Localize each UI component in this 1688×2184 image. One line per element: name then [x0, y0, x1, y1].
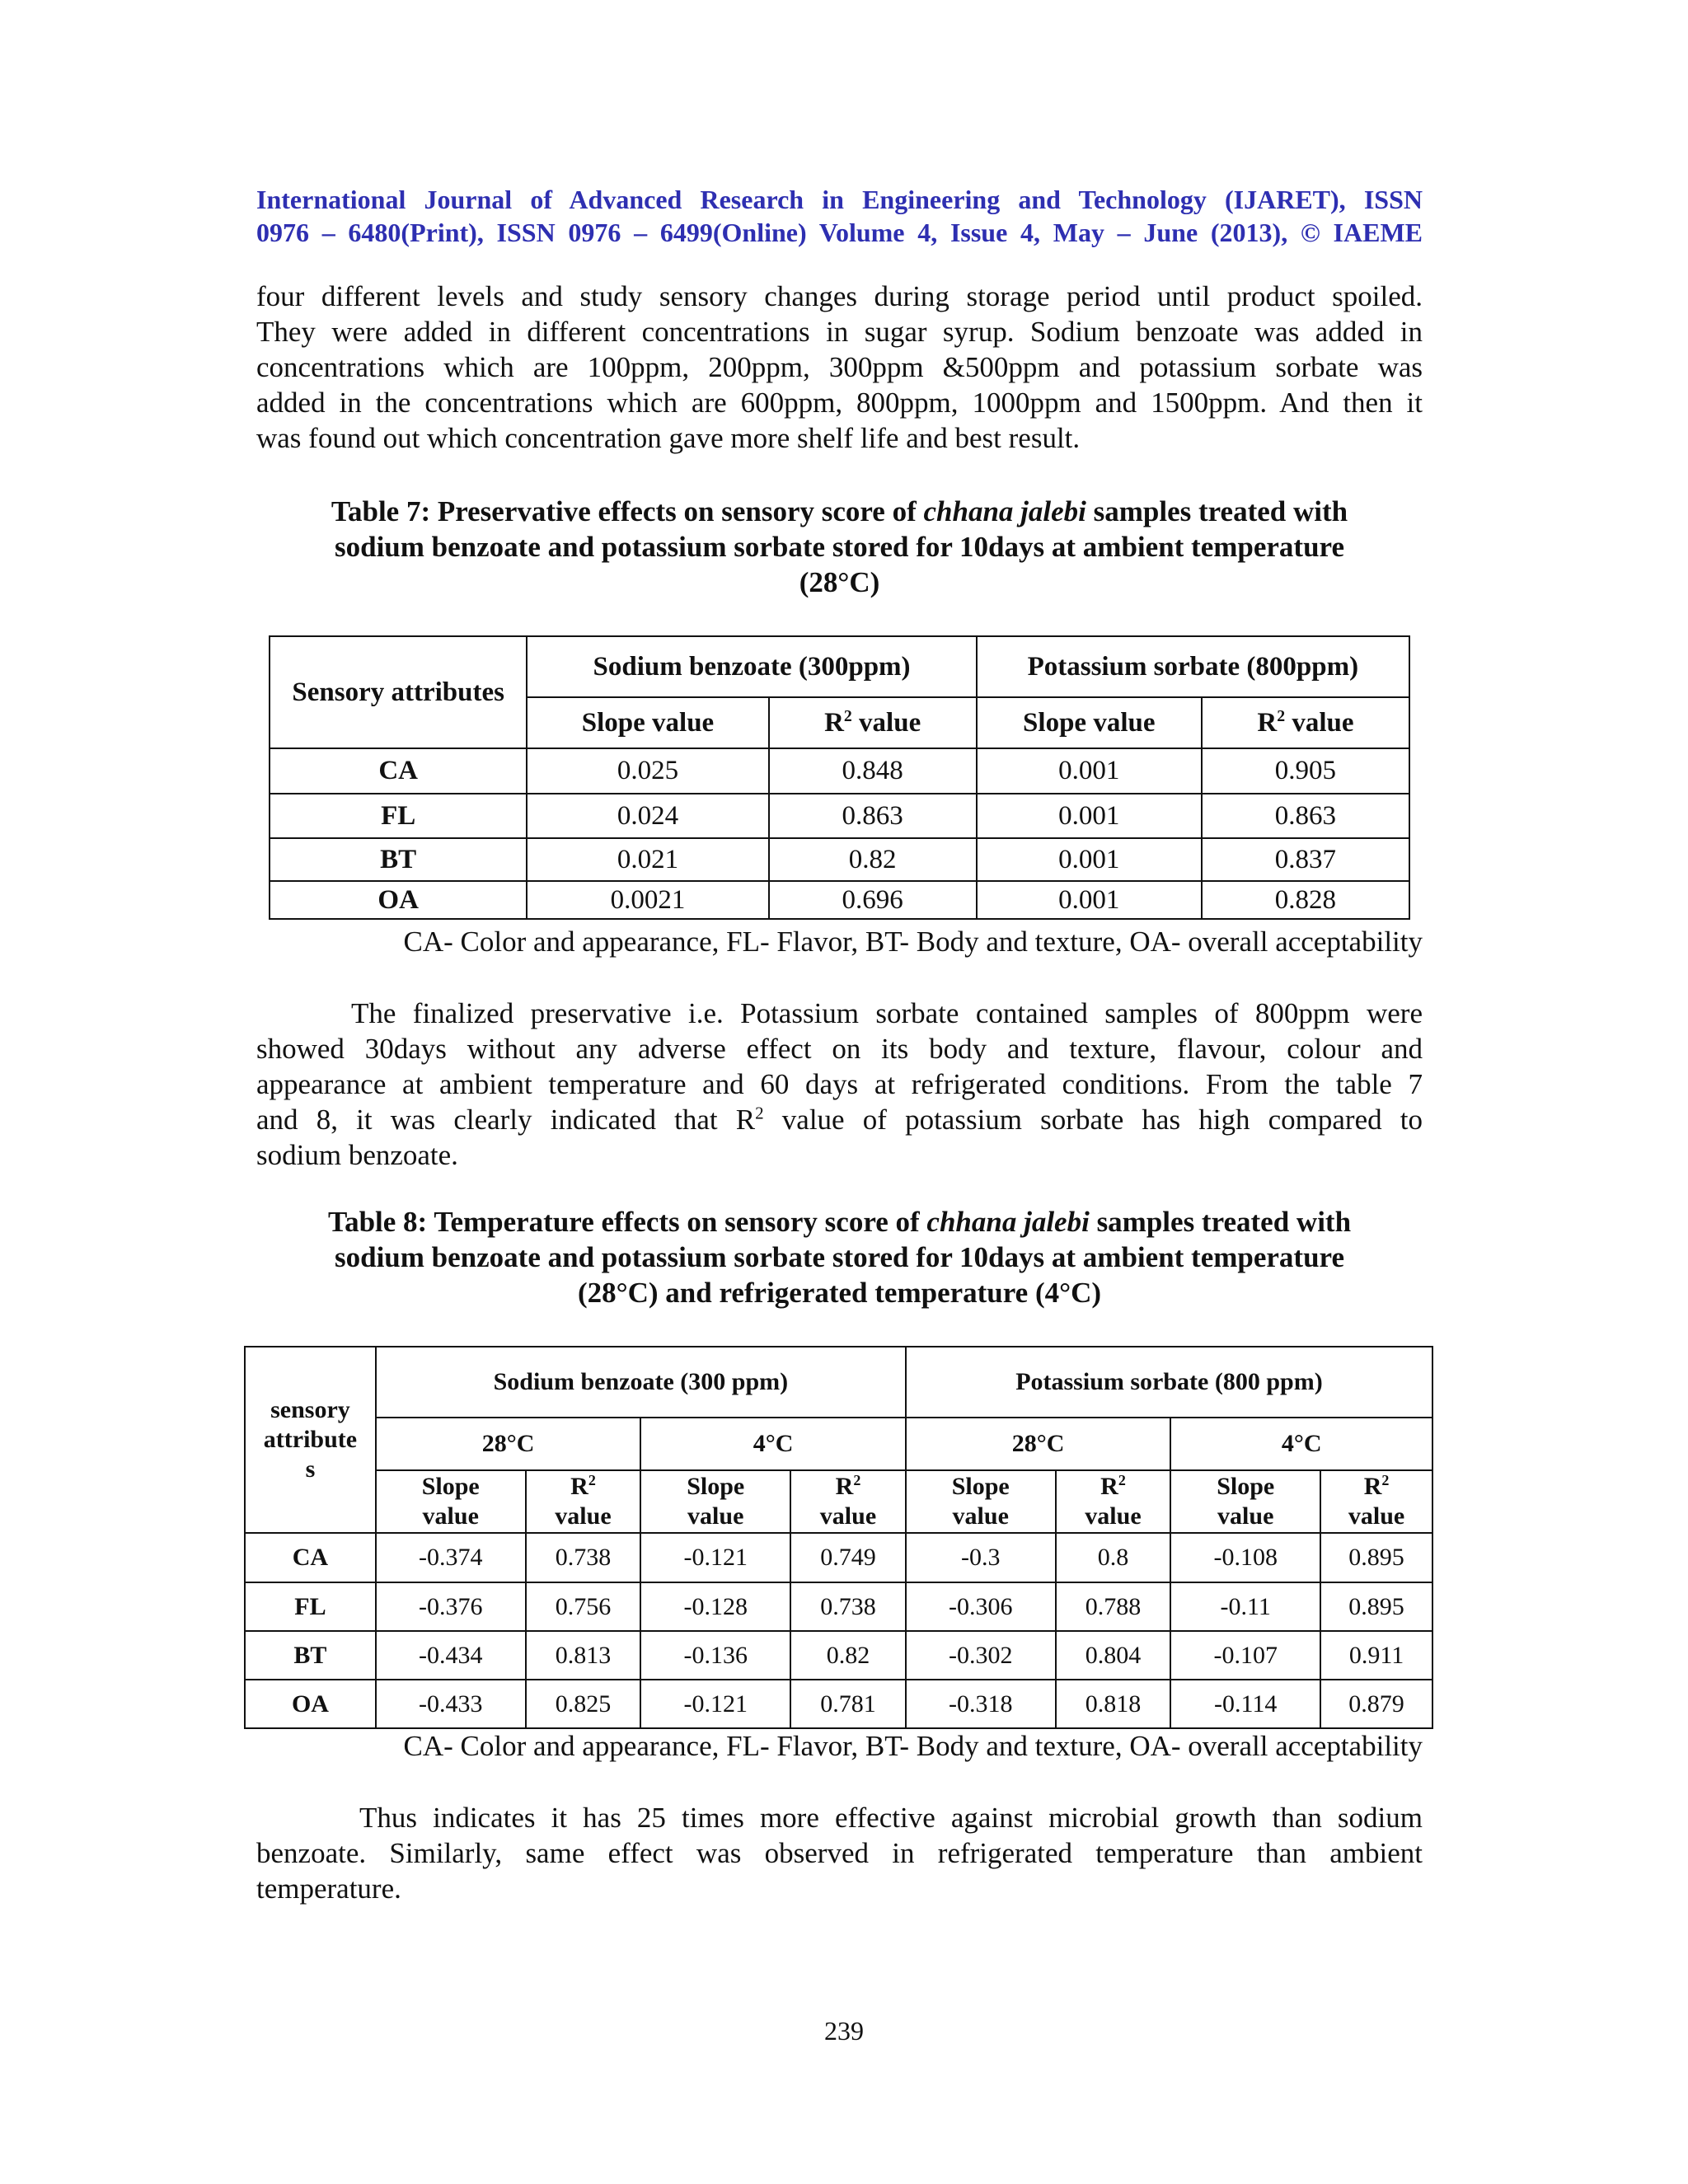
table-cell: 0.001 — [977, 881, 1202, 919]
paragraph-3-line: temperature. — [256, 1872, 401, 1905]
table-cell: 0.001 — [977, 838, 1202, 881]
table-cell: 0.818 — [1056, 1680, 1171, 1728]
table-8-group-sodium-benzoate: Sodium benzoate (300 ppm) — [376, 1347, 906, 1418]
table-cell: 0.813 — [526, 1631, 641, 1680]
table-cell: 0.024 — [527, 794, 768, 838]
journal-header-line-2: 0976 – 6480(Print), ISSN 0976 – 6499(Online) Volume 4, Issue 4, May – June (2013), © IAEME — [256, 218, 1423, 247]
table-7-col-r2: $R^2$ value — [769, 697, 977, 748]
table-8-col-r2: $R^2$ value — [1320, 1470, 1432, 1533]
table-cell: 0.781 — [790, 1680, 906, 1728]
table-cell: 0.879 — [1320, 1680, 1432, 1728]
table-cell: 0.895 — [1320, 1582, 1432, 1631]
table-cell: -0.107 — [1170, 1631, 1320, 1680]
row-label: BT — [270, 838, 527, 881]
table-cell: -0.318 — [906, 1680, 1056, 1728]
table-row — [270, 881, 1409, 919]
paragraph-2-line: showed 30days without any adverse effect on its body and texture, flavour, colour and — [256, 1033, 1423, 1065]
page-number: 239 — [824, 2016, 864, 2046]
table-cell: 0.756 — [526, 1582, 641, 1631]
table-row — [245, 1582, 1432, 1631]
table-cell: 0.825 — [526, 1680, 641, 1728]
paragraph-1-line: four different levels and study sensory changes during storage period until product spoiled. — [256, 280, 1423, 312]
table-7-footnote: CA- Color and appearance, FL- Flavor, BT- Body and texture, OA- overall acceptability — [403, 926, 1423, 958]
table-8-temp-4: 4°C — [1170, 1418, 1432, 1470]
table-8-col-slope: Slope value — [376, 1470, 526, 1533]
table-8-footnote: CA- Color and appearance, FL- Flavor, BT- Body and texture, OA- overall acceptability — [403, 1730, 1423, 1762]
table-cell: -0.128 — [640, 1582, 790, 1631]
table-8-col-r2: $R^2$ value — [526, 1470, 641, 1533]
table-cell: 0.82 — [769, 838, 977, 881]
table-8-caption: Table 8: Temperature effects on sensory score of chhana jalebi samples treated with sodium benzoate and potassium sorbate stored for 10days at ambient temperature (28°C) and refrigerated temperature (4°C) — [327, 1206, 1352, 1309]
paragraph-2-line: appearance at ambient temperature and 60 days at refrigerated conditions. From the table 7 — [256, 1068, 1423, 1100]
table-8-col-slope: Slope value — [906, 1470, 1056, 1533]
table-8-temp-28: 28°C — [906, 1418, 1171, 1470]
table-row — [270, 794, 1409, 838]
paragraph-1 — [256, 279, 1423, 456]
table-cell: 0.828 — [1202, 881, 1409, 919]
table-8-group-potassium-sorbate: Potassium sorbate (800 ppm) — [906, 1347, 1432, 1418]
table-cell: -0.374 — [376, 1533, 526, 1582]
table-8 — [244, 1346, 1433, 1729]
row-label: CA — [245, 1533, 376, 1582]
table-cell: -0.302 — [906, 1631, 1056, 1680]
table-cell: 0.0021 — [527, 881, 768, 919]
table-cell: 0.82 — [790, 1631, 906, 1680]
table-cell: 0.895 — [1320, 1533, 1432, 1582]
table-cell: 0.001 — [977, 794, 1202, 838]
row-label: OA — [270, 881, 527, 919]
table-cell: 0.738 — [526, 1533, 641, 1582]
row-label: CA — [270, 748, 527, 794]
table-8-col-r2: $R^2$ value — [790, 1470, 906, 1533]
table-cell: 0.021 — [527, 838, 768, 881]
table-cell: -0.121 — [640, 1533, 790, 1582]
table-7-col-slope: Slope value — [527, 697, 768, 748]
table-cell: -0.11 — [1170, 1582, 1320, 1631]
row-label: FL — [270, 794, 527, 838]
table-7 — [269, 635, 1410, 920]
table-cell: 0.804 — [1056, 1631, 1171, 1680]
paragraph-1-line: was found out which concentration gave more shelf life and best result. — [256, 422, 1081, 454]
table-row — [245, 1533, 1432, 1582]
table-row — [270, 748, 1409, 794]
table-cell: 0.696 — [769, 881, 977, 919]
journal-header — [256, 183, 1423, 249]
table-cell: -0.376 — [376, 1582, 526, 1631]
table-cell: 0.911 — [1320, 1631, 1432, 1680]
table-7-group-sodium-benzoate: Sodium benzoate (300ppm) — [527, 636, 976, 697]
table-row — [245, 1631, 1432, 1680]
table-cell: 0.738 — [790, 1582, 906, 1631]
table-8-row-header: sensory attribute s — [245, 1347, 376, 1533]
row-label: OA — [245, 1680, 376, 1728]
table-cell: 0.8 — [1056, 1533, 1171, 1582]
row-label: FL — [245, 1582, 376, 1631]
table-cell: -0.3 — [906, 1533, 1056, 1582]
paragraph-3-line: benzoate. Similarly, same effect was observed in refrigerated temperature than ambient — [256, 1837, 1423, 1869]
table-cell: -0.108 — [1170, 1533, 1320, 1582]
row-label: BT — [245, 1631, 376, 1680]
table-7-col-r2: $R^2$ value — [1202, 697, 1409, 748]
table-cell: 0.848 — [769, 748, 977, 794]
table-cell: -0.434 — [376, 1631, 526, 1680]
table-row — [245, 1680, 1432, 1728]
table-cell: 0.837 — [1202, 838, 1409, 881]
table-cell: -0.114 — [1170, 1680, 1320, 1728]
table-7-col-slope: Slope value — [977, 697, 1202, 748]
caption-italic: chhana jalebi — [923, 495, 1086, 527]
table-cell: -0.306 — [906, 1582, 1056, 1631]
table-cell: 0.863 — [1202, 794, 1409, 838]
table-cell: 0.905 — [1202, 748, 1409, 794]
journal-header-line-1: International Journal of Advanced Research in Engineering and Technology (IJARET), ISSN — [256, 185, 1423, 214]
paragraph-2-line: The finalized preservative i.e. Potassium sorbate contained samples of 800ppm were — [351, 997, 1423, 1029]
paragraph-2-line: and 8, it was clearly indicated that $R^2$ value of potassium sorbate has high compared to — [256, 1103, 1423, 1136]
table-cell: 0.025 — [527, 748, 768, 794]
table-8-col-slope: Slope value — [640, 1470, 790, 1533]
table-8-col-r2: $R^2$ value — [1056, 1470, 1171, 1533]
table-7-caption: Table 7: Preservative effects on sensory score of chhana jalebi samples treated with sodium benzoate and potassium sorbate stored for 10days at ambient temperature (28°C) — [331, 495, 1348, 598]
table-cell: 0.863 — [769, 794, 977, 838]
table-cell: -0.433 — [376, 1680, 526, 1728]
table-7-group-potassium-sorbate: Potassium sorbate (800ppm) — [977, 636, 1409, 697]
paragraph-2 — [256, 996, 1423, 1173]
paragraph-1-line: concentrations which are 100ppm, 200ppm, 300ppm &500ppm and potassium sorbate was — [256, 351, 1423, 383]
caption-italic: chhana jalebi — [926, 1206, 1090, 1238]
paragraph-3 — [256, 1800, 1423, 1906]
table-cell: 0.788 — [1056, 1582, 1171, 1631]
table-cell: 0.749 — [790, 1533, 906, 1582]
table-8-temp-28: 28°C — [376, 1418, 641, 1470]
table-row — [270, 838, 1409, 881]
table-7-row-header: Sensory attributes — [270, 636, 527, 748]
table-8-col-slope: Slope value — [1170, 1470, 1320, 1533]
table-cell: -0.121 — [640, 1680, 790, 1728]
paragraph-2-line: sodium benzoate. — [256, 1139, 458, 1171]
paragraph-3-line: Thus indicates it has 25 times more effective against microbial growth than sodium — [359, 1802, 1423, 1834]
paragraph-1-line: They were added in different concentrations in sugar syrup. Sodium benzoate was added in — [256, 316, 1423, 348]
paragraph-1-line: added in the concentrations which are 600ppm, 800ppm, 1000ppm and 1500ppm. And then it — [256, 387, 1423, 419]
table-8-temp-4: 4°C — [640, 1418, 906, 1470]
table-cell: 0.001 — [977, 748, 1202, 794]
table-cell: -0.136 — [640, 1631, 790, 1680]
